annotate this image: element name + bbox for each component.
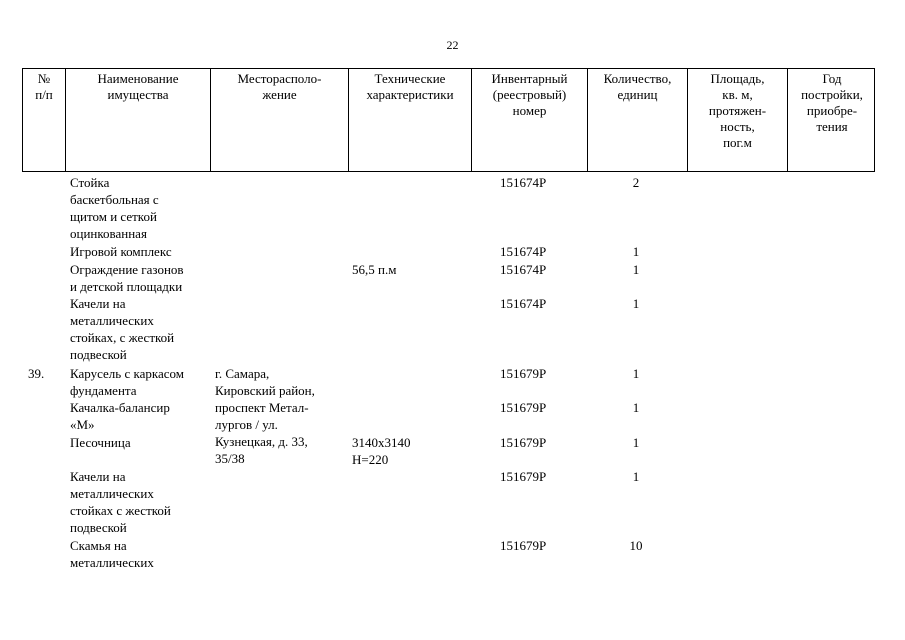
row-inventory: 151674Р [500, 262, 547, 277]
row-name: Качалка-балансир «М» [70, 400, 170, 432]
row-name: Ограждение газонов и детской площадки [70, 262, 184, 294]
header-col-inventory: Инвентарный (реестровый) номер [471, 69, 587, 171]
row-quantity: 1 [632, 262, 640, 277]
header-col-year: Год постройки, приобре- тения [787, 69, 876, 171]
page-number: 22 [446, 38, 459, 52]
row-quantity: 1 [632, 469, 640, 484]
row-quantity: 1 [632, 366, 640, 381]
row-quantity: 1 [632, 296, 640, 311]
row-name: Карусель с каркасом фундамента [70, 366, 185, 398]
header-col-tech: Технические характеристики [348, 69, 471, 171]
row-inventory: 151674Р [500, 296, 547, 311]
row-name: Игровой комплекс [70, 244, 172, 259]
row-quantity: 1 [632, 244, 640, 259]
row-quantity: 10 [629, 538, 643, 553]
row-name: Качели на металлических стойках, с жесткой подвеской [70, 296, 175, 362]
row-inventory: 151679Р [500, 435, 547, 450]
header-col-location: Месторасполо- жение [210, 69, 348, 171]
row-tech: 56,5 п.м [352, 262, 397, 277]
entry-number: 39. [28, 366, 45, 381]
header-col-area: Площадь, кв. м, протяжен- ность, пог.м [687, 69, 787, 171]
row-inventory: 151679Р [500, 366, 547, 381]
location-cell: г. Самара, Кировский район, проспект Метал- лургов / ул. Кузнецкая, д. 33, 35/38 [215, 366, 315, 466]
header-col-number: № п/п [35, 71, 53, 102]
row-quantity: 2 [632, 175, 640, 190]
row-inventory: 151679Р [500, 469, 547, 484]
row-quantity: 1 [632, 435, 640, 450]
header-col-name: Наименование имущества [65, 69, 210, 171]
row-quantity: 1 [632, 400, 640, 415]
row-name: Стойка баскетбольная с щитом и сеткой оцинкованная [70, 175, 159, 241]
table-header [22, 68, 875, 172]
row-name: Песочница [70, 435, 131, 450]
row-tech: 3140х3140 Н=220 [352, 435, 411, 467]
row-inventory: 151679Р [500, 538, 547, 553]
row-inventory: 151679Р [500, 400, 547, 415]
row-inventory: 151674Р [500, 175, 547, 190]
row-inventory: 151674Р [500, 244, 547, 259]
row-name: Скамья на металлических [70, 538, 154, 570]
row-name: Качели на металлических стойках с жесткой подвеской [70, 469, 171, 535]
header-col-quantity: Количество, единиц [587, 69, 687, 171]
